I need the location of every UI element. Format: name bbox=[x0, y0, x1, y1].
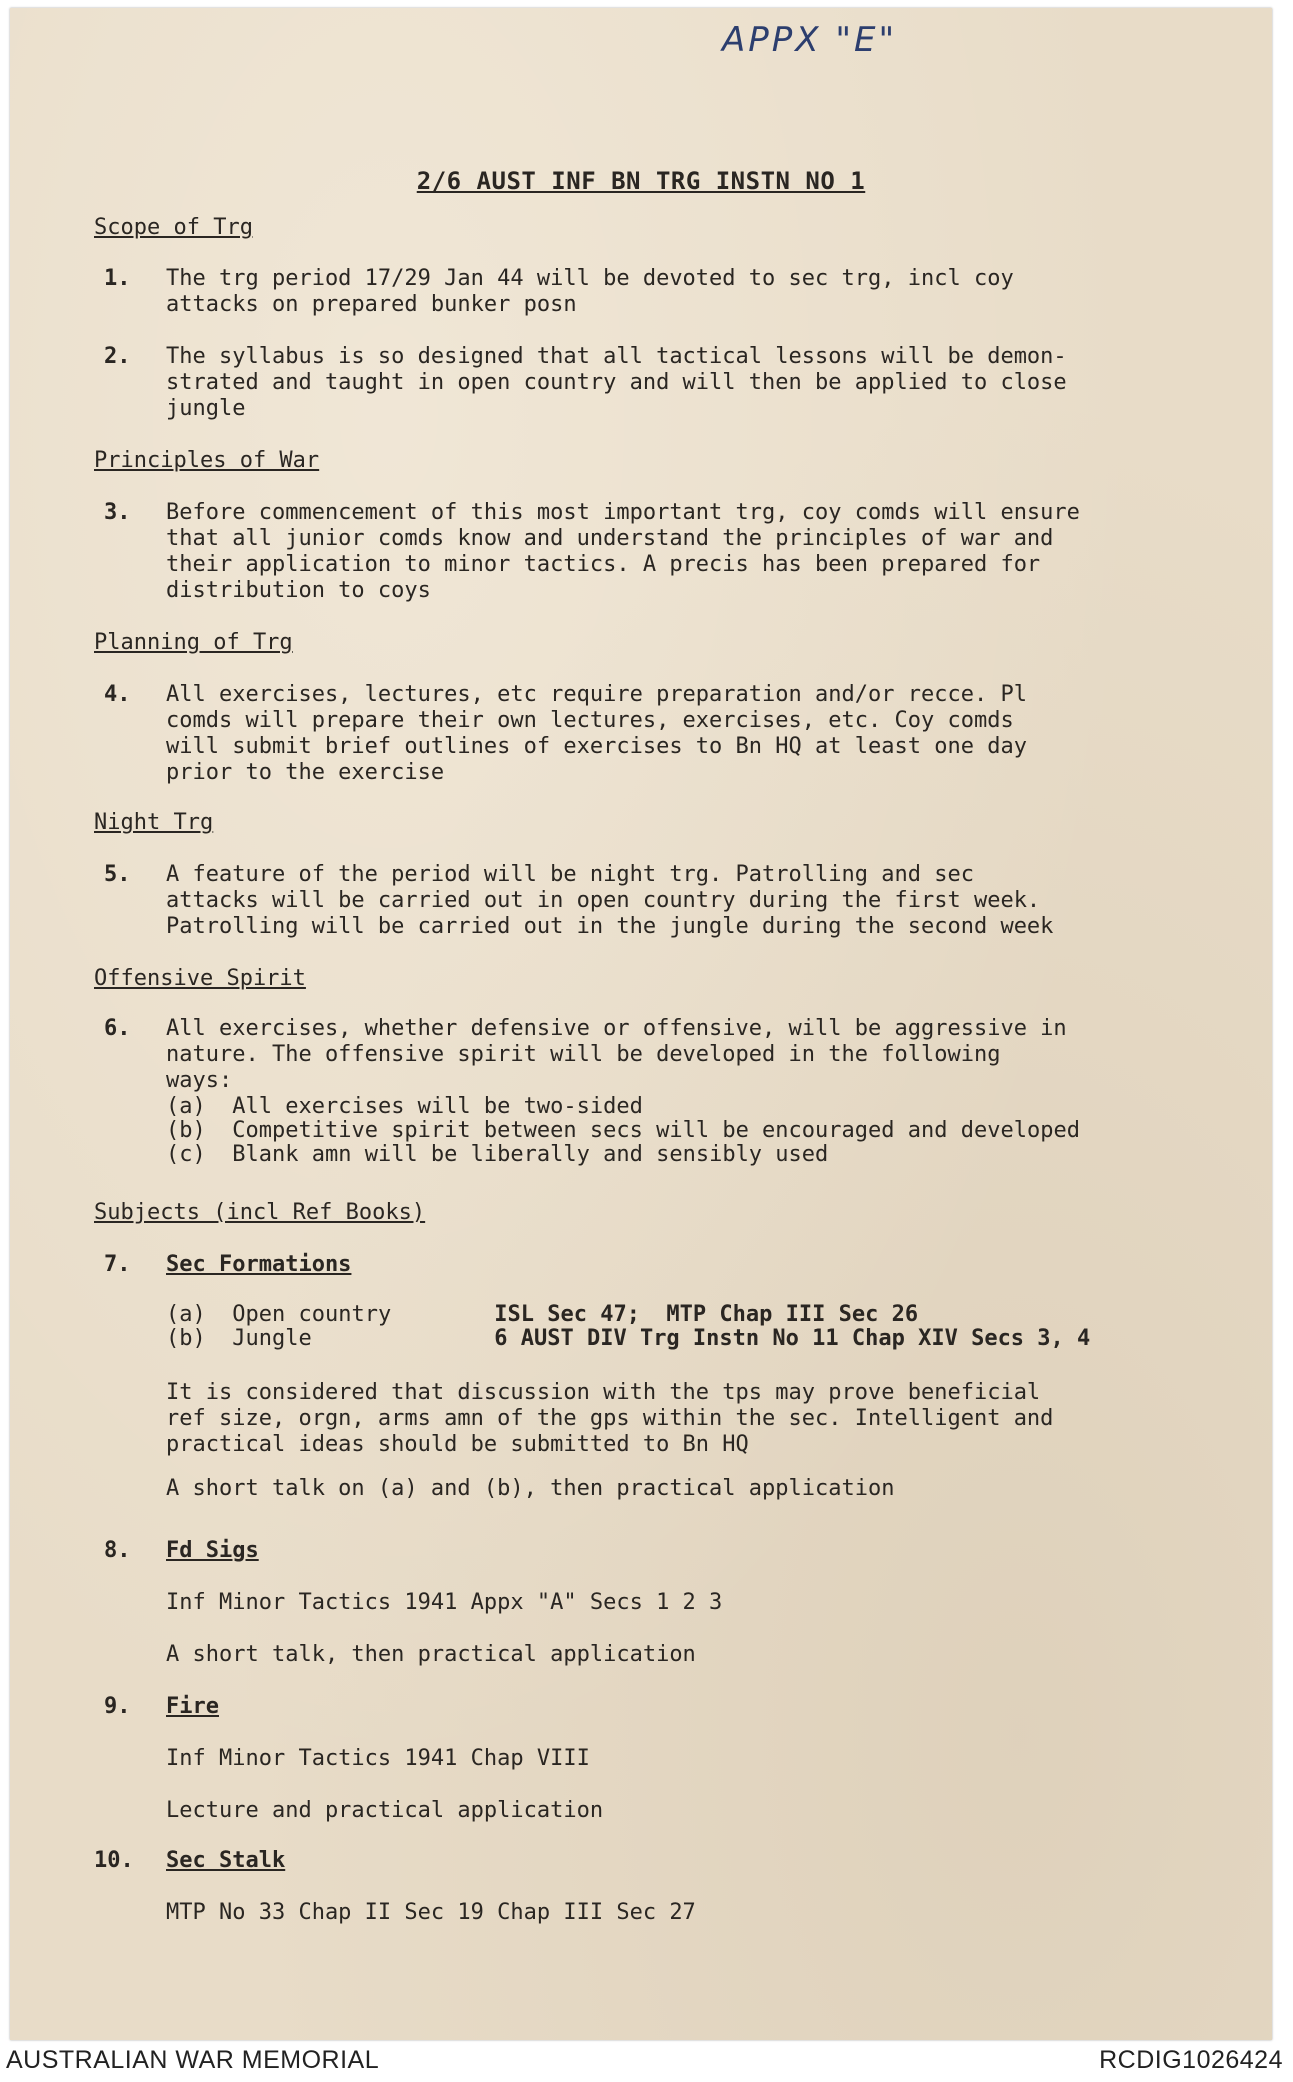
way-item bbox=[166, 1142, 828, 1168]
document-title: 2/6 AUST INF BN TRG INSTN NO 1 bbox=[416, 167, 866, 195]
subject-method: Lecture and practical application bbox=[166, 1798, 604, 1823]
paper-sheet bbox=[10, 8, 1272, 2040]
heading-subjects: Subjects (incl Ref Books) bbox=[94, 1200, 426, 1225]
subject-number: 9. bbox=[104, 1694, 131, 1719]
heading-principles: Principles of War bbox=[94, 448, 320, 473]
paragraph-number: 2. bbox=[104, 344, 131, 369]
paragraph-number: 5. bbox=[104, 862, 131, 887]
paragraph-text: Before commencement of this most important trg, coy comds will ensure that all junior comds know and understand the principles of war and their application to minor tactics. A precis has been prepared for distribution to coys bbox=[166, 500, 1080, 603]
subject-method: A short talk, then practical application bbox=[166, 1642, 696, 1667]
paragraph-text: The syllabus is so designed that all tactical lessons will be demon- strated and taught in open country and will then be applied to close jungle bbox=[166, 344, 1067, 421]
formation-row bbox=[166, 1326, 1090, 1352]
way-label: (c) bbox=[166, 1142, 206, 1167]
way-label: (a) bbox=[166, 1094, 206, 1119]
subject-title: Sec Formations bbox=[166, 1252, 352, 1277]
subject-number: 10. bbox=[94, 1848, 134, 1873]
paragraph-number: 4. bbox=[104, 682, 131, 707]
way-text: Competitive spirit between secs will be encouraged and developed bbox=[232, 1118, 1080, 1143]
subject-title: Fire bbox=[166, 1694, 219, 1719]
way-label: (b) bbox=[166, 1118, 206, 1143]
formation-ref: 6 AUST DIV Trg Instn No 11 Chap XIV Secs 3, 4 bbox=[494, 1326, 1091, 1351]
document-body bbox=[10, 8, 1272, 2040]
subject-ref: Inf Minor Tactics 1941 Appx "A" Secs 1 2 3 bbox=[166, 1590, 723, 1615]
paragraph-text: All exercises, lectures, etc require preparation and/or recce. Pl comds will prepare their own lectures, exercises, etc. Coy comds will submit brief outlines of exercises to Bn HQ at least one day prior to the exercise bbox=[166, 682, 1027, 785]
way-text: Blank amn will be liberally and sensibly used bbox=[232, 1142, 829, 1167]
paragraph-text: The trg period 17/29 Jan 44 will be devoted to sec trg, incl coy attacks on prepared bunker posn bbox=[166, 266, 1014, 317]
formation-label: (a) bbox=[166, 1302, 206, 1327]
subject-title: Fd Sigs bbox=[166, 1538, 259, 1563]
subject-method: A short talk on (a) and (b), then practical application bbox=[166, 1476, 895, 1501]
paragraph-text: A feature of the period will be night trg. Patrolling and sec attacks will be carried out in open country during the first week. Patrolling will be carried out in the jungle during the second week bbox=[166, 862, 1054, 939]
way-item bbox=[166, 1094, 643, 1120]
way-item bbox=[166, 1118, 1080, 1144]
subject-ref: MTP No 33 Chap II Sec 19 Chap III Sec 27 bbox=[166, 1900, 696, 1925]
paragraph-number: 6. bbox=[104, 1016, 131, 1041]
heading-scope: Scope of Trg bbox=[94, 215, 253, 240]
footer-record-id: RCDIG1026424 bbox=[1099, 2046, 1283, 2074]
paragraph-number: 1. bbox=[104, 266, 131, 291]
subject-number: 7. bbox=[104, 1252, 131, 1277]
appendix-annotation: APPX "E" bbox=[722, 20, 898, 60]
formation-ref: ISL Sec 47; MTP Chap III Sec 26 bbox=[494, 1302, 919, 1327]
subject-note: It is considered that discussion with the tps may prove beneficial ref size, orgn, arms amn of the gps within the sec. Intelligent and practical ideas should be submitted to Bn HQ bbox=[166, 1380, 1054, 1457]
way-text: All exercises will be two-sided bbox=[232, 1094, 643, 1119]
formation-ground: Open country bbox=[232, 1302, 392, 1327]
formation-row bbox=[166, 1302, 918, 1328]
subject-title: Sec Stalk bbox=[166, 1848, 286, 1873]
subject-ref: Inf Minor Tactics 1941 Chap VIII bbox=[166, 1746, 590, 1771]
subject-number: 8. bbox=[104, 1538, 131, 1563]
heading-planning: Planning of Trg bbox=[94, 630, 293, 655]
heading-night: Night Trg bbox=[94, 810, 214, 835]
formation-label: (b) bbox=[166, 1326, 206, 1351]
footer-institution: AUSTRALIAN WAR MEMORIAL bbox=[6, 2046, 380, 2074]
heading-offensive: Offensive Spirit bbox=[94, 966, 306, 991]
paragraph-number: 3. bbox=[104, 500, 131, 525]
formation-ground: Jungle bbox=[232, 1326, 312, 1351]
paragraph-text: All exercises, whether defensive or offensive, will be aggressive in nature. The offensive spirit will be developed in the following ways: bbox=[166, 1016, 1067, 1093]
